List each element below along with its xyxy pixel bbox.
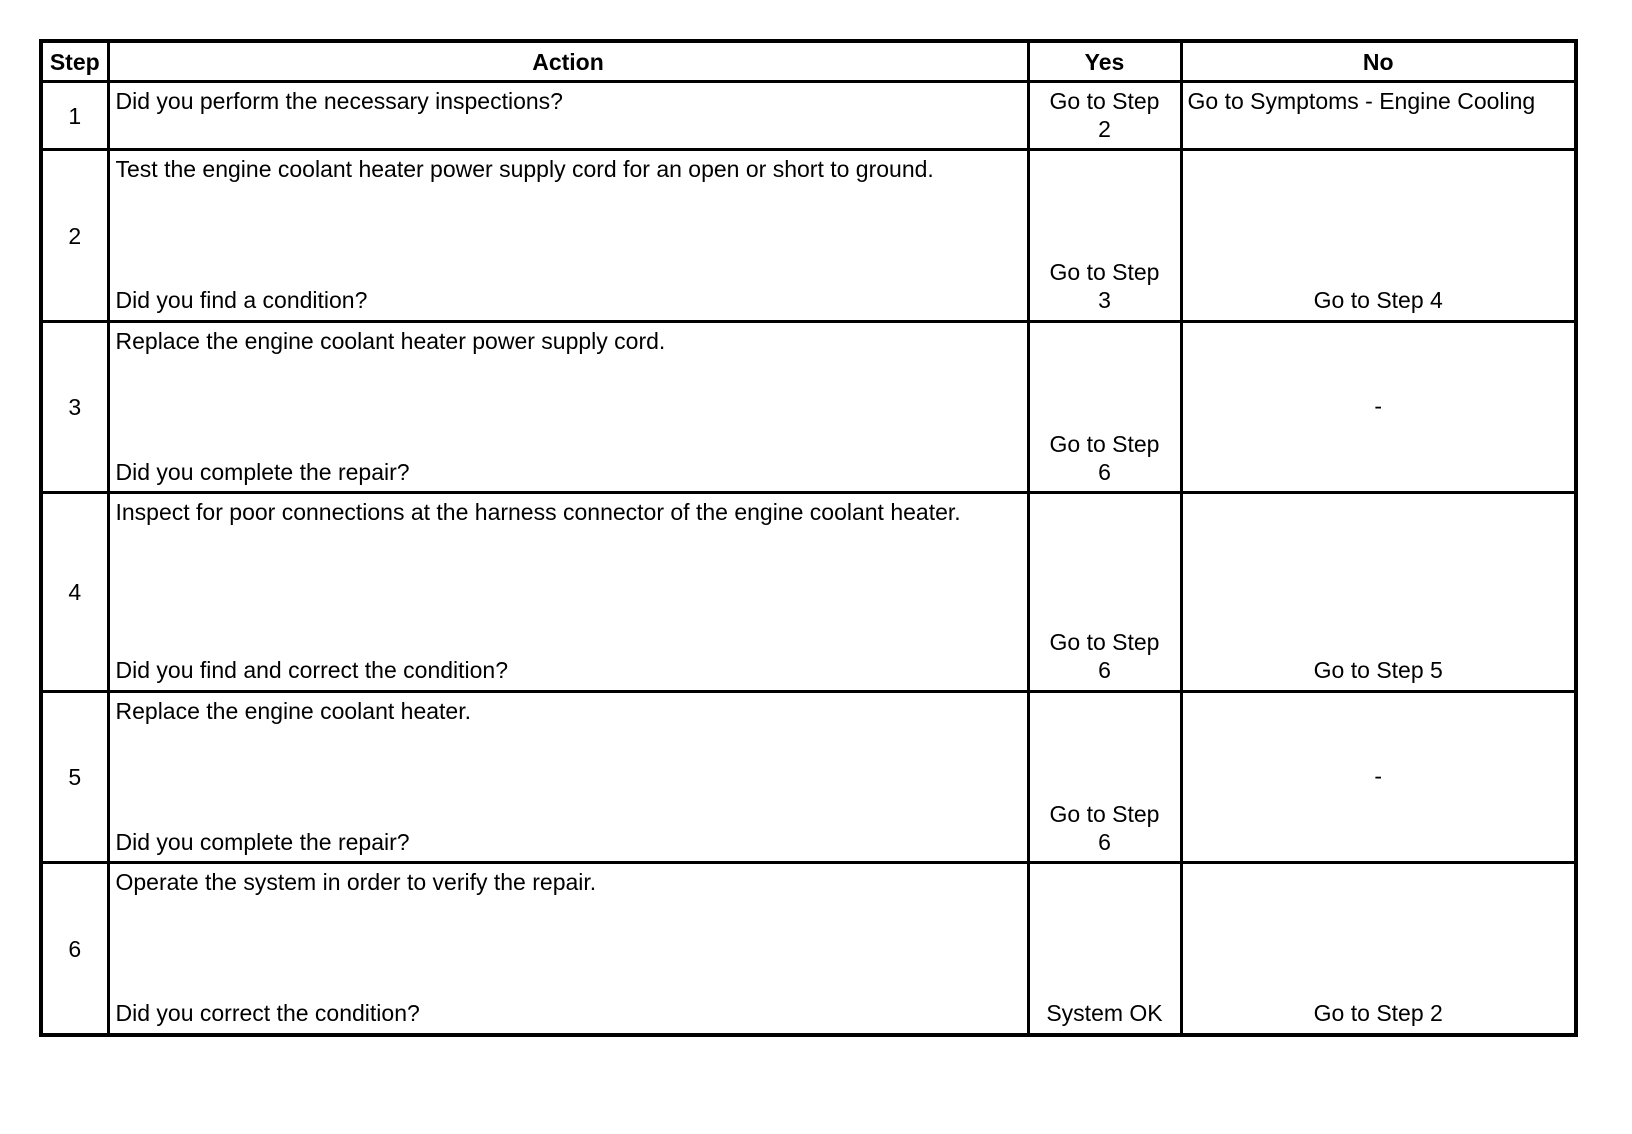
yes-cell [1028, 322, 1181, 493]
step-number: 5 [41, 692, 108, 863]
no-text: - [1374, 392, 1383, 419]
yes-cell [1028, 493, 1181, 692]
action-cell [108, 82, 1028, 150]
yes-cell [1028, 692, 1181, 863]
table-row [41, 150, 1576, 322]
no-text: Go to Symptoms - Engine Cooling [1187, 88, 1536, 114]
table-row [41, 82, 1576, 150]
action-cell [108, 692, 1028, 863]
no-text: Go to Step 2 [1313, 1000, 1443, 1026]
yes-line-2: 3 [1098, 287, 1111, 313]
no-text: Go to Step 4 [1313, 287, 1443, 313]
header-action: Action [108, 41, 1028, 82]
diagnostic-table [39, 39, 1578, 1037]
header-step: Step [41, 41, 108, 82]
action-text: Did you perform the necessary inspections? [115, 88, 563, 114]
action-text: Replace the engine coolant heater power supply cord. [115, 328, 666, 354]
action-cell [108, 493, 1028, 692]
header-no: No [1181, 41, 1576, 82]
header-yes: Yes [1028, 41, 1181, 82]
no-cell [1181, 82, 1576, 150]
action-cell [108, 322, 1028, 493]
no-text: - [1374, 762, 1383, 789]
yes-line-1: Go to Step [1049, 88, 1160, 114]
action-question: Did you find a condition? [115, 287, 368, 313]
table-row [41, 493, 1576, 692]
header-row [41, 41, 1576, 82]
action-cell [108, 863, 1028, 1036]
yes-line-1: System OK [1046, 1000, 1163, 1026]
action-text: Replace the engine coolant heater. [115, 698, 471, 724]
step-number: 1 [41, 82, 108, 150]
action-question: Did you complete the repair? [115, 459, 410, 485]
action-question: Did you correct the condition? [115, 1000, 420, 1026]
no-cell [1181, 692, 1576, 863]
yes-line-1: Go to Step [1049, 629, 1160, 655]
yes-line-2: 6 [1098, 657, 1111, 683]
action-text: Test the engine coolant heater power supply cord for an open or short to ground. [115, 156, 934, 182]
step-number: 4 [41, 493, 108, 692]
table-row [41, 863, 1576, 1036]
yes-line-1: Go to Step [1049, 801, 1160, 827]
no-cell [1181, 863, 1576, 1036]
no-cell [1181, 322, 1576, 493]
step-number: 6 [41, 863, 108, 1036]
yes-cell [1028, 150, 1181, 322]
no-cell [1181, 493, 1576, 692]
step-number: 3 [41, 322, 108, 493]
yes-line-1: Go to Step [1049, 259, 1160, 285]
no-cell [1181, 150, 1576, 322]
yes-cell [1028, 82, 1181, 150]
step-number: 2 [41, 150, 108, 322]
action-question: Did you find and correct the condition? [115, 657, 509, 683]
yes-line-2: 6 [1098, 829, 1111, 855]
yes-line-2: 2 [1098, 116, 1111, 142]
yes-cell [1028, 863, 1181, 1036]
action-cell [108, 150, 1028, 322]
yes-line-2: 6 [1098, 459, 1111, 485]
table-row [41, 692, 1576, 863]
yes-line-1: Go to Step [1049, 431, 1160, 457]
action-text: Inspect for poor connections at the harness connector of the engine coolant heater. [115, 499, 961, 525]
no-text: Go to Step 5 [1313, 657, 1443, 683]
table-row [41, 322, 1576, 493]
action-question: Did you complete the repair? [115, 829, 410, 855]
action-text: Operate the system in order to verify the repair. [115, 869, 597, 895]
